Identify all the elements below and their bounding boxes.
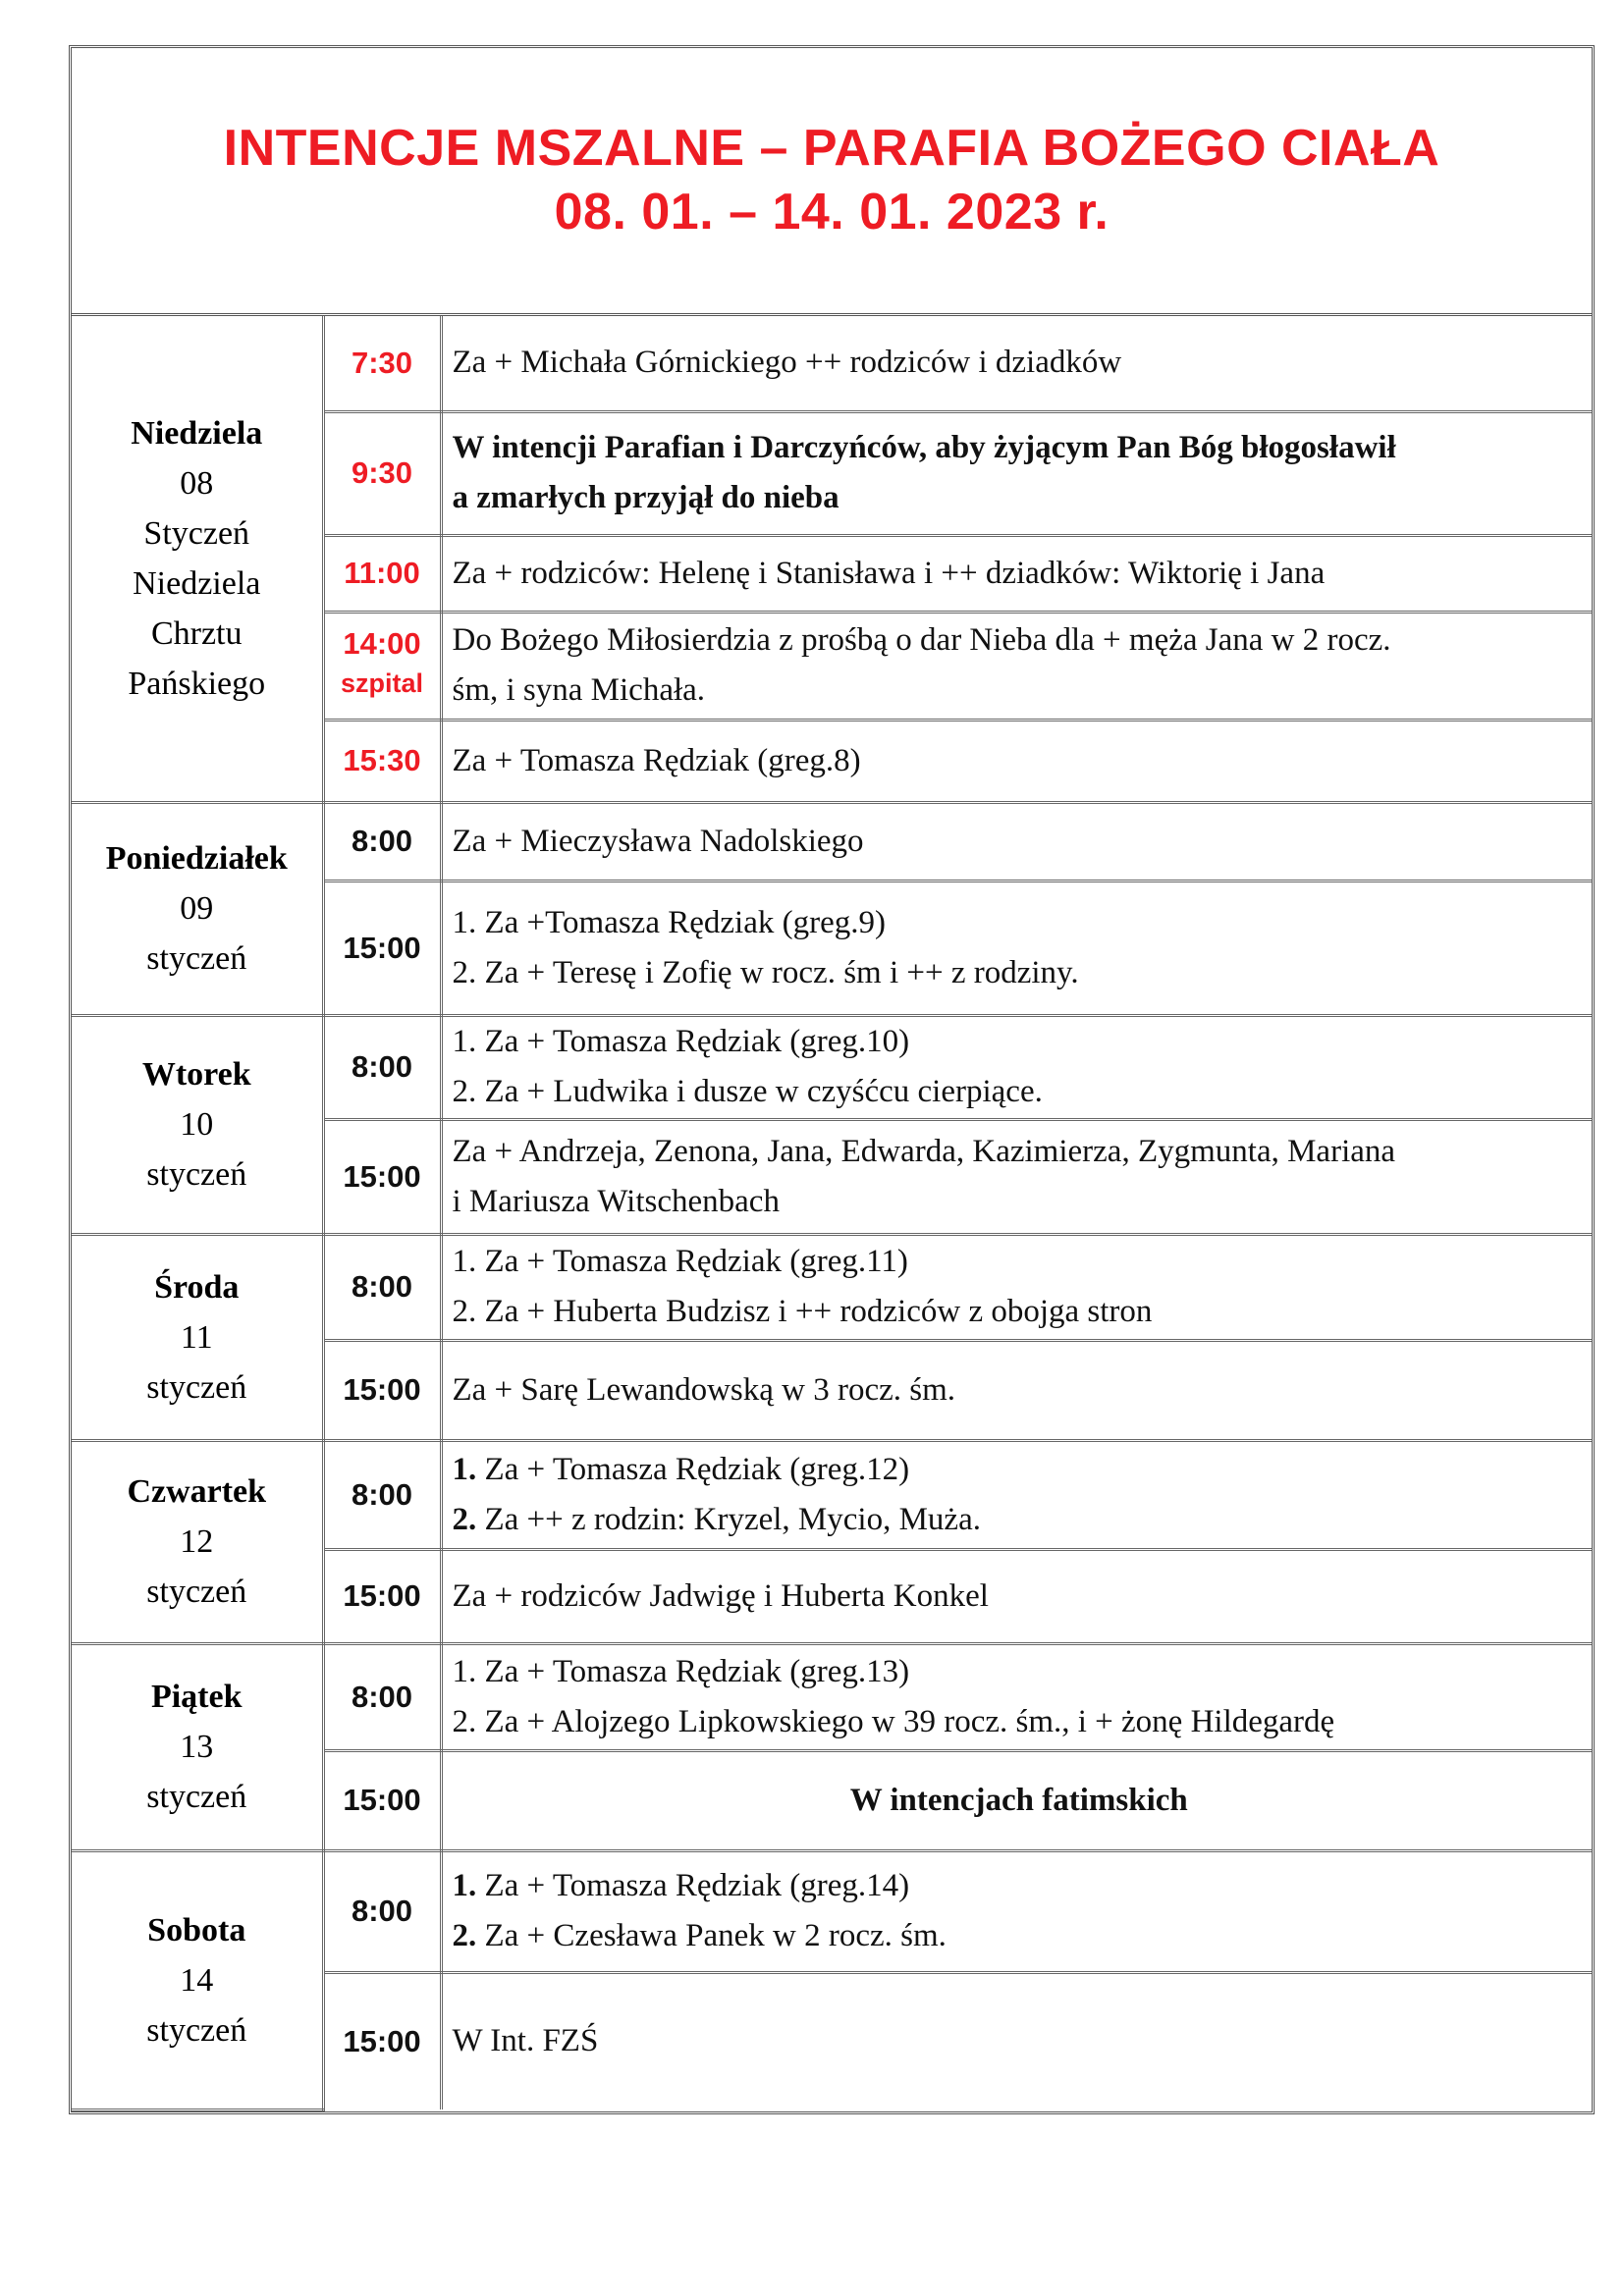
day-cell-friday (72, 1643, 323, 1850)
intention-line: Za + Tomasza Rędziak (greg.8) (452, 742, 861, 778)
day-number: 08 (180, 464, 214, 502)
intention-line: 1. Za +Tomasza Rędziak (greg.9) (452, 904, 886, 940)
day-feast-line: Pańskiego (128, 665, 266, 702)
day-name: Sobota (147, 1911, 246, 1949)
intention-text: Za + Tomasza Rędziak (greg.12) (476, 1451, 910, 1487)
day-cell-tuesday (72, 1015, 323, 1234)
mass-intention (441, 1015, 1592, 1119)
day-feast-line: Chrztu (150, 614, 243, 652)
mass-intention (441, 612, 1592, 720)
intention-line: 2. Za + Alojzego Lipkowskiego w 39 rocz. śm., i + żonę Hildegardę (452, 1703, 1335, 1739)
mass-time: 15:30 (323, 720, 441, 802)
mass-intention (441, 1119, 1592, 1234)
mass-time: 8:00 (323, 1643, 441, 1750)
day-month: styczeń (146, 940, 247, 977)
intention-line: 1. Za + Tomasza Rędziak (greg.10) (452, 1024, 910, 1059)
mass-intention (441, 411, 1592, 535)
document-header (72, 48, 1592, 316)
mass-intention (441, 1972, 1592, 2109)
intention-line: Do Bożego Miłosierdzia z prośbą o dar Nieba dla + męża Jana w 2 rocz. (452, 622, 1391, 658)
intention-line: W Int. FZŚ (452, 2023, 599, 2059)
mass-intention (441, 1549, 1592, 1643)
intention-line: W intencji Parafian i Darczyńców, aby żyjącym Pan Bóg błogosławił (452, 430, 1396, 465)
intention-line: Za + Sarę Lewandowską w 3 rocz. śm. (452, 1371, 956, 1408)
mass-time: 15:00 (323, 1549, 441, 1643)
intention-line (453, 1861, 1587, 1911)
day-number: 10 (180, 1106, 214, 1143)
mass-intention (441, 1850, 1592, 1972)
mass-intention (441, 1643, 1592, 1750)
mass-time: 14:00 (343, 626, 421, 661)
day-cell-sunday (72, 316, 323, 802)
mass-intention (441, 802, 1592, 881)
day-cell-saturday (72, 1850, 323, 2109)
day-month: styczeń (146, 1368, 247, 1406)
item-number: 2. (452, 1501, 477, 1537)
intention-line: Za + Michała Górnickiego ++ rodziców i dziadków (452, 345, 1122, 381)
document-title: INTENCJE MSZALNE – PARAFIA BOŻEGO CIAŁA (223, 120, 1440, 177)
intention-line: Za + Mieczysława Nadolskiego (452, 823, 864, 859)
intention-text: Za + Czesława Panek w 2 rocz. śm. (476, 1918, 947, 1953)
intention-line: i Mariusza Witschenbach (452, 1183, 780, 1219)
day-cell-thursday (72, 1440, 323, 1643)
table-row (72, 1643, 1592, 1750)
day-number: 14 (180, 1961, 214, 1999)
mass-intention (441, 1440, 1592, 1549)
day-month: styczeń (146, 1156, 247, 1193)
table-row (72, 802, 1592, 881)
intention-line: śm, i syna Michała. (452, 672, 706, 708)
day-month: Styczeń (143, 514, 250, 552)
mass-intentions-document (69, 45, 1595, 2114)
mass-intention (441, 535, 1592, 612)
day-number: 11 (180, 1318, 213, 1356)
day-name: Piątek (150, 1679, 243, 1715)
intention-line (453, 1911, 1587, 1961)
day-name: Poniedziałek (105, 840, 288, 877)
day-feast-line: Niedziela (133, 564, 261, 602)
mass-time: 15:00 (323, 1750, 441, 1850)
intention-line: Za + rodziców Jadwigę i Huberta Konkel (452, 1577, 989, 1614)
mass-time-cell (323, 612, 441, 720)
table-row (72, 1440, 1592, 1549)
day-name: Środa (154, 1268, 240, 1306)
mass-time: 15:00 (323, 1972, 441, 2109)
day-number: 09 (180, 890, 214, 927)
intention-line: W intencjach fatimskich (849, 1782, 1188, 1818)
mass-time: 8:00 (323, 802, 441, 881)
intention-line: 2. Za + Ludwika i dusze w czyśćcu cierpiące. (452, 1074, 1043, 1109)
day-month: styczeń (146, 2011, 247, 2049)
mass-location-note: szpital (340, 668, 424, 698)
item-number: 1. (452, 1451, 477, 1487)
mass-time: 8:00 (323, 1850, 441, 1972)
item-number: 1. (452, 1868, 477, 1903)
table-row (72, 316, 1592, 411)
mass-time: 8:00 (323, 1015, 441, 1119)
mass-time: 15:00 (323, 881, 441, 1015)
day-number: 12 (180, 1523, 214, 1560)
intention-line: a zmarłych przyjął do nieba (452, 480, 839, 515)
table-row (72, 1234, 1592, 1340)
intention-line: 1. Za + Tomasza Rędziak (greg.13) (452, 1653, 910, 1689)
day-cell-wednesday (72, 1234, 323, 1440)
mass-time: 7:30 (323, 316, 441, 411)
mass-time: 8:00 (323, 1440, 441, 1549)
intention-line (453, 1445, 1587, 1495)
mass-intention (441, 1234, 1592, 1340)
mass-time: 15:00 (323, 1119, 441, 1234)
intention-line: 1. Za + Tomasza Rędziak (greg.11) (452, 1244, 908, 1279)
mass-time: 11:00 (323, 535, 441, 612)
mass-intention (441, 316, 1592, 411)
day-name: Wtorek (141, 1056, 251, 1093)
intention-text: Za + Tomasza Rędziak (greg.14) (476, 1868, 910, 1903)
mass-intention (441, 881, 1592, 1015)
mass-intention (441, 720, 1592, 802)
mass-time: 15:00 (323, 1340, 441, 1440)
mass-time: 9:30 (323, 411, 441, 535)
intention-line: 2. Za + Teresę i Zofię w rocz. śm i ++ z rodziny. (452, 954, 1079, 990)
day-name: Czwartek (127, 1473, 267, 1510)
intention-line: 2. Za + Huberta Budzisz i ++ rodziców z obojga stron (452, 1294, 1153, 1329)
day-cell-monday (72, 802, 323, 1015)
mass-intention (441, 1340, 1592, 1440)
day-name: Niedziela (131, 414, 263, 452)
mass-intention (441, 1750, 1592, 1850)
schedule-table (72, 316, 1592, 2111)
intention-line: Za + Andrzeja, Zenona, Jana, Edwarda, Kazimierza, Zygmunta, Mariana (452, 1133, 1396, 1169)
document-date-range: 08. 01. – 14. 01. 2023 r. (554, 184, 1110, 240)
table-row (72, 1015, 1592, 1119)
table-row (72, 1850, 1592, 1972)
day-month: styczeń (146, 1574, 247, 1610)
intention-line (453, 1495, 1587, 1545)
day-number: 13 (180, 1729, 214, 1765)
item-number: 2. (452, 1918, 477, 1953)
intention-text: Za ++ z rodzin: Kryzel, Mycio, Muża. (476, 1501, 981, 1537)
day-month: styczeń (146, 1779, 247, 1815)
intention-line: Za + rodziców: Helenę i Stanisława i ++ dziadków: Wiktorię i Jana (452, 555, 1326, 591)
mass-time: 8:00 (323, 1234, 441, 1340)
